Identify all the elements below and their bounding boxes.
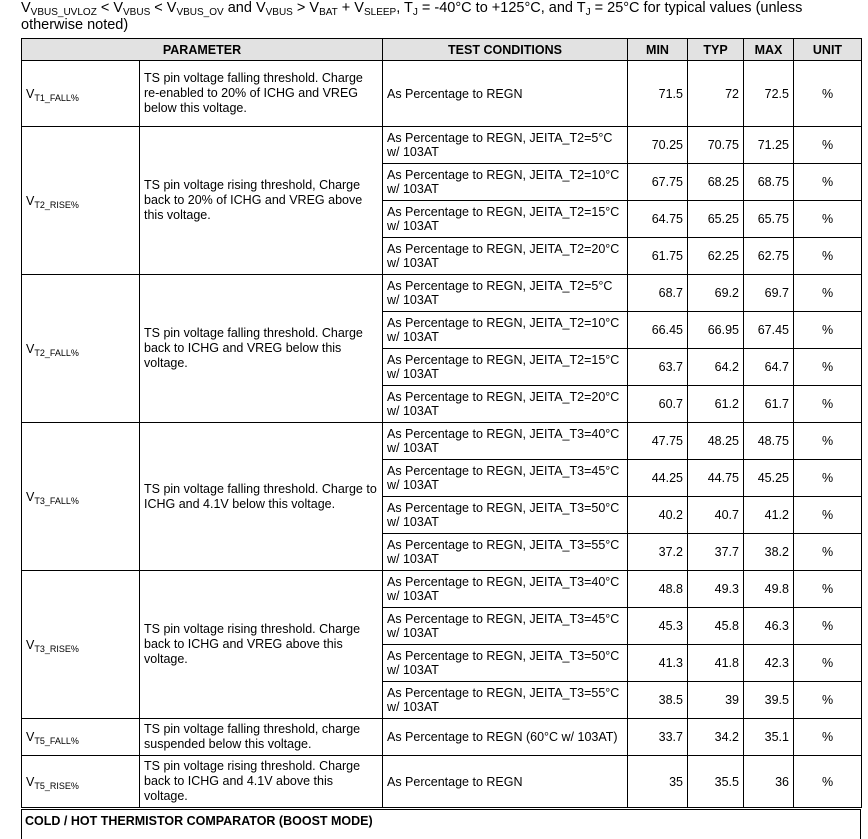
spec-table — [21, 38, 862, 808]
header-test-conditions: TEST CONDITIONS — [383, 39, 628, 61]
parameter-symbol: $V_{T2\_FALL\%}$ — [22, 275, 140, 423]
typ-value: 62.25 — [688, 238, 744, 275]
min-value: 48.8 — [628, 571, 688, 608]
typ-value: 65.25 — [688, 201, 744, 238]
unit-value: % — [794, 201, 862, 238]
max-value: 49.8 — [744, 571, 794, 608]
unit-value: % — [794, 719, 862, 756]
max-value: 64.7 — [744, 349, 794, 386]
min-value: 71.5 — [628, 61, 688, 127]
parameter-description: TS pin voltage rising threshold, Charge back to 20% of ICHG and VREG above this voltage. — [140, 127, 383, 275]
test-condition: As Percentage to REGN, JEITA_T2=20°C w/ 103AT — [383, 238, 628, 275]
typ-value: 37.7 — [688, 534, 744, 571]
max-value: 48.75 — [744, 423, 794, 460]
unit-value: % — [794, 164, 862, 201]
parameter-description: TS pin voltage falling threshold. Charge to ICHG and 4.1V below this voltage. — [140, 423, 383, 571]
typ-value: 39 — [688, 682, 744, 719]
parameter-description: TS pin voltage falling threshold, charge suspended below this voltage. — [140, 719, 383, 756]
typ-value: 66.95 — [688, 312, 744, 349]
typ-value: 64.2 — [688, 349, 744, 386]
min-value: 61.75 — [628, 238, 688, 275]
parameter-description: TS pin voltage rising threshold. Charge back to ICHG and VREG above this voltage. — [140, 571, 383, 719]
header-typ: TYP — [688, 39, 744, 61]
unit-value: % — [794, 645, 862, 682]
unit-value: % — [794, 423, 862, 460]
max-value: 62.75 — [744, 238, 794, 275]
min-value: 67.75 — [628, 164, 688, 201]
table-row — [22, 275, 862, 312]
typ-value: 70.75 — [688, 127, 744, 164]
test-condition: As Percentage to REGN, JEITA_T3=55°C w/ 103AT — [383, 534, 628, 571]
header-parameter: PARAMETER — [22, 39, 383, 61]
table-row — [22, 127, 862, 164]
max-value: 65.75 — [744, 201, 794, 238]
test-condition: As Percentage to REGN, JEITA_T2=15°C w/ 103AT — [383, 349, 628, 386]
test-condition: As Percentage to REGN, JEITA_T3=50°C w/ 103AT — [383, 645, 628, 682]
typ-value: 61.2 — [688, 386, 744, 423]
min-value: 41.3 — [628, 645, 688, 682]
test-condition: As Percentage to REGN — [383, 756, 628, 808]
max-value: 61.7 — [744, 386, 794, 423]
max-value: 45.25 — [744, 460, 794, 497]
min-value: 44.25 — [628, 460, 688, 497]
table-row — [22, 61, 862, 127]
typ-value: 72 — [688, 61, 744, 127]
unit-value: % — [794, 312, 862, 349]
min-value: 60.7 — [628, 386, 688, 423]
test-condition: As Percentage to REGN, JEITA_T2=15°C w/ 103AT — [383, 201, 628, 238]
min-value: 38.5 — [628, 682, 688, 719]
max-value: 67.45 — [744, 312, 794, 349]
header-row — [22, 39, 862, 61]
test-condition: As Percentage to REGN, JEITA_T3=40°C w/ 103AT — [383, 423, 628, 460]
max-value: 72.5 — [744, 61, 794, 127]
unit-value: % — [794, 386, 862, 423]
min-value: 66.45 — [628, 312, 688, 349]
unit-value: % — [794, 571, 862, 608]
max-value: 46.3 — [744, 608, 794, 645]
unit-value: % — [794, 238, 862, 275]
test-condition: As Percentage to REGN, JEITA_T2=10°C w/ 103AT — [383, 164, 628, 201]
unit-value: % — [794, 61, 862, 127]
unit-value: % — [794, 275, 862, 312]
unit-value: % — [794, 608, 862, 645]
parameter-symbol: $V_{T3\_RISE\%}$ — [22, 571, 140, 719]
min-value: 47.75 — [628, 423, 688, 460]
parameter-symbol: $V_{T2\_RISE\%}$ — [22, 127, 140, 275]
header-max: MAX — [744, 39, 794, 61]
min-value: 40.2 — [628, 497, 688, 534]
min-value: 70.25 — [628, 127, 688, 164]
typ-value: 44.75 — [688, 460, 744, 497]
parameter-symbol: $V_{T3\_FALL\%}$ — [22, 423, 140, 571]
parameter-symbol: $V_{T5\_RISE\%}$ — [22, 756, 140, 808]
typ-value: 68.25 — [688, 164, 744, 201]
min-value: 45.3 — [628, 608, 688, 645]
table-row — [22, 719, 862, 756]
typ-value: 69.2 — [688, 275, 744, 312]
max-value: 36 — [744, 756, 794, 808]
parameter-symbol: $V_{T5\_FALL\%}$ — [22, 719, 140, 756]
table-row — [22, 756, 862, 808]
table-row — [22, 571, 862, 608]
max-value: 68.75 — [744, 164, 794, 201]
table-row — [22, 423, 862, 460]
parameter-description: TS pin voltage falling threshold. Charge re-enabled to 20% of ICHG and VREG below this voltage. — [140, 61, 383, 127]
min-value: 37.2 — [628, 534, 688, 571]
parameter-symbol: $V_{T1\_FALL\%}$ — [22, 61, 140, 127]
min-value: 35 — [628, 756, 688, 808]
test-condition: As Percentage to REGN, JEITA_T3=55°C w/ 103AT — [383, 682, 628, 719]
max-value: 69.7 — [744, 275, 794, 312]
table-body — [22, 61, 862, 808]
min-value: 63.7 — [628, 349, 688, 386]
typ-value: 34.2 — [688, 719, 744, 756]
max-value: 42.3 — [744, 645, 794, 682]
typ-value: 35.5 — [688, 756, 744, 808]
unit-value: % — [794, 756, 862, 808]
header-unit: UNIT — [794, 39, 862, 61]
unit-value: % — [794, 534, 862, 571]
unit-value: % — [794, 349, 862, 386]
test-condition: As Percentage to REGN, JEITA_T2=20°C w/ 103AT — [383, 386, 628, 423]
max-value: 39.5 — [744, 682, 794, 719]
test-condition: As Percentage to REGN, JEITA_T3=45°C w/ 103AT — [383, 460, 628, 497]
test-condition: As Percentage to REGN, JEITA_T3=45°C w/ 103AT — [383, 608, 628, 645]
max-value: 35.1 — [744, 719, 794, 756]
parameter-description: TS pin voltage falling threshold. Charge back to ICHG and VREG below this voltage. — [140, 275, 383, 423]
conditions-note: $V_{VBUS\_UVLOZ} < V_{VBUS} < V_{VBUS\_OV}$ and $V_{VBUS} > V_{BAT} + V_{SLEEP}$, $T_J = -40^\circ C$ to +125°C, and $T_J = 25^\circ C$ for typical values (unless otherwise noted) — [21, 0, 803, 33]
section-heading: COLD / HOT THERMISTOR COMPARATOR (BOOST MODE) — [21, 809, 861, 839]
test-condition: As Percentage to REGN, JEITA_T2=10°C w/ 103AT — [383, 312, 628, 349]
unit-value: % — [794, 682, 862, 719]
typ-value: 40.7 — [688, 497, 744, 534]
test-condition: As Percentage to REGN — [383, 61, 628, 127]
test-condition: As Percentage to REGN, JEITA_T2=5°C w/ 103AT — [383, 127, 628, 164]
unit-value: % — [794, 460, 862, 497]
max-value: 41.2 — [744, 497, 794, 534]
min-value: 33.7 — [628, 719, 688, 756]
test-condition: As Percentage to REGN, JEITA_T3=50°C w/ 103AT — [383, 497, 628, 534]
typ-value: 49.3 — [688, 571, 744, 608]
unit-value: % — [794, 127, 862, 164]
unit-value: % — [794, 497, 862, 534]
max-value: 71.25 — [744, 127, 794, 164]
max-value: 38.2 — [744, 534, 794, 571]
test-condition: As Percentage to REGN (60°C w/ 103AT) — [383, 719, 628, 756]
typ-value: 48.25 — [688, 423, 744, 460]
test-condition: As Percentage to REGN, JEITA_T2=5°C w/ 103AT — [383, 275, 628, 312]
parameter-description: TS pin voltage rising threshold. Charge back to ICHG and 4.1V above this voltage. — [140, 756, 383, 808]
test-condition: As Percentage to REGN, JEITA_T3=40°C w/ 103AT — [383, 571, 628, 608]
typ-value: 45.8 — [688, 608, 744, 645]
typ-value: 41.8 — [688, 645, 744, 682]
min-value: 68.7 — [628, 275, 688, 312]
min-value: 64.75 — [628, 201, 688, 238]
header-min: MIN — [628, 39, 688, 61]
